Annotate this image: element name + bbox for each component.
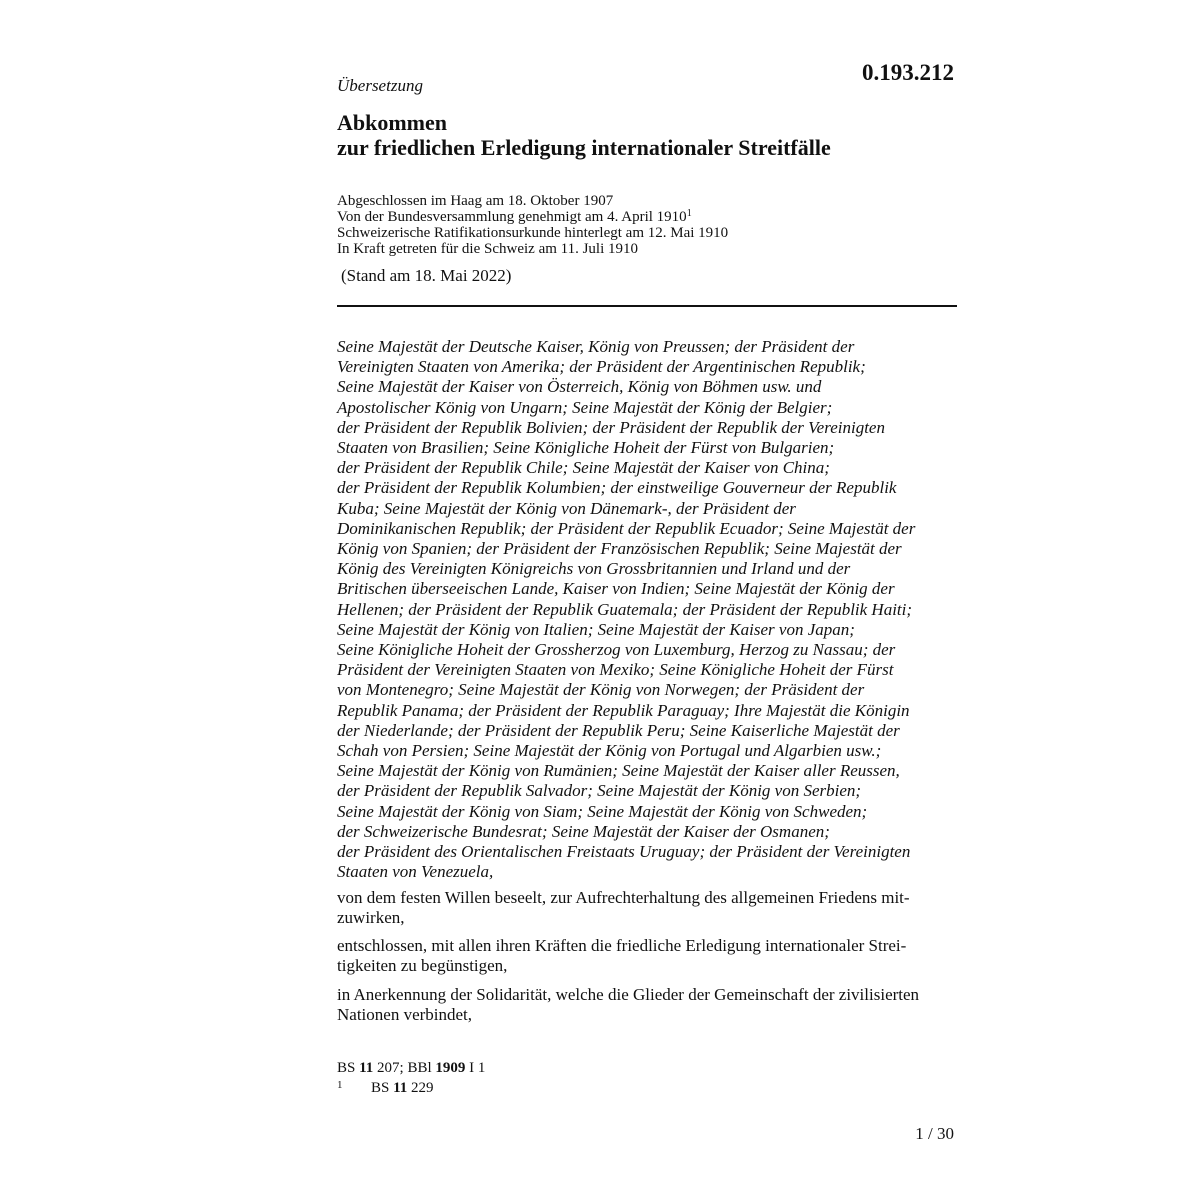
status-date: (Stand am 18. Mai 2022) (341, 266, 512, 285)
preamble-line: Seine Majestät der König von Rumänien; Seine Majestät der Kaiser aller Reussen, (337, 761, 900, 781)
paragraph-line: Nationen verbindet, (337, 1005, 473, 1024)
preamble-line: der Präsident der Republik Bolivien; der Präsident der Republik der Vereinigten (337, 417, 885, 437)
preamble-line: Kuba; Seine Majestät der König von Dänemark-, der Präsident der (337, 498, 796, 518)
meta-concluded: Abgeschlossen im Haag am 18. Oktober 1907 (337, 193, 614, 209)
paragraph-line: entschlossen, mit allen ihren Kräften die friedliche Erledigung internationaler Strei- (337, 936, 907, 955)
preamble-line: Präsident der Vereinigten Staaten von Mexiko; Seine Königliche Hoheit der Fürst (337, 660, 894, 680)
preamble-line: Hellenen; der Präsident der Republik Guatemala; der Präsident der Republik Haiti; (337, 599, 913, 619)
source-reference (337, 1058, 485, 1078)
preamble-line: Dominikanischen Republik; der Präsident der Republik Ecuador; Seine Majestät der (337, 518, 916, 538)
paragraph-line: in Anerkennung der Solidarität, welche die Glieder der Gemeinschaft der zivilisierten (337, 985, 920, 1004)
preamble-line: König des Vereinigten Königreichs von Grossbritannien und Irland und der (337, 559, 851, 579)
footnotes (337, 1058, 485, 1098)
footnote-1-page: 229 (407, 1080, 434, 1096)
translation-label: Übersetzung (337, 76, 423, 95)
document-title (337, 110, 831, 160)
preamble-line: von Montenegro; Seine Majestät der König von Norwegen; der Präsident der (337, 680, 865, 700)
preamble-line: der Präsident der Republik Kolumbien; der einstweilige Gouverneur der Republik (337, 478, 897, 498)
preamble-line: Vereinigten Staaten von Amerika; der Präsident der Argentinischen Republik; (337, 357, 866, 377)
preamble-line: Seine Majestät der Deutsche Kaiser, König von Preussen; der Präsident der (337, 337, 855, 356)
meta-approved-line (337, 209, 728, 225)
preamble-line: Seine Königliche Hoheit der Grossherzog von Luxemburg, Herzog zu Nassau; der (337, 640, 896, 660)
sr-number: 0.193.212 (862, 60, 954, 85)
paragraph-3 (337, 985, 919, 1025)
preamble-line: der Präsident der Republik Salvador; Seine Majestät der König von Serbien; (337, 781, 862, 801)
preamble-line: Staaten von Brasilien; Seine Königliche Hoheit der Fürst von Bulgarien; (337, 438, 835, 458)
preamble-line: der Präsident der Republik Chile; Seine Majestät der Kaiser von China; (337, 458, 830, 478)
paragraph-1 (337, 888, 910, 928)
preamble-line: Seine Majestät der König von Italien; Seine Majestät der Kaiser von Japan; (337, 619, 855, 639)
source-volume: 11 (359, 1060, 374, 1076)
footnote-1-volume: 11 (393, 1080, 408, 1096)
source-year: 1909 (435, 1060, 466, 1076)
source-prefix: BS (337, 1060, 360, 1076)
paragraph-line: von dem festen Willen beseelt, zur Aufrechterhaltung des allgemeinen Friedens mit- (337, 888, 910, 907)
title-line-2: zur friedlichen Erledigung internationaler Streitfälle (337, 135, 831, 160)
preamble-line: König von Spanien; der Präsident der Französischen Republik; Seine Majestät der (337, 539, 902, 559)
source-mid: 207; BBl (373, 1060, 436, 1076)
paragraph-line: zuwirken, (337, 908, 405, 927)
preamble-line: Republik Panama; der Präsident der Republik Paraguay; Ihre Majestät die Königin (337, 700, 910, 720)
source-suffix: I 1 (465, 1060, 486, 1076)
preamble-line: Seine Majestät der König von Siam; Seine Majestät der König von Schweden; (337, 801, 868, 821)
preamble-line: Britischen überseeischen Lande, Kaiser von Indien; Seine Majestät der König der (337, 579, 895, 599)
page-number: 1 / 30 (915, 1124, 954, 1143)
document-metadata (337, 193, 728, 257)
footnote-1-prefix: BS (371, 1080, 394, 1096)
meta-in-force: In Kraft getreten für die Schweiz am 11. Juli 1910 (337, 241, 639, 257)
preamble-line: Seine Majestät der Kaiser von Österreich, König von Böhmen usw. und (337, 377, 822, 397)
header-divider (337, 305, 957, 307)
preamble-line: der Präsident des Orientalischen Freistaats Uruguay; der Präsident der Vereinigten (337, 842, 911, 862)
preamble-line: der Niederlande; der Präsident der Republik Peru; Seine Kaiserliche Majestät der (337, 720, 900, 740)
paragraph-2 (337, 936, 906, 976)
paragraph-line: tigkeiten zu begünstigen, (337, 956, 508, 975)
preamble-line: Staaten von Venezuela, (337, 862, 494, 882)
title-line-1: Abkommen (337, 110, 448, 135)
preamble-line: Apostolischer König von Ungarn; Seine Majestät der König der Belgier; (337, 397, 833, 417)
footnote-1: 1 BS 11 229 (337, 1079, 434, 1096)
meta-approved: Von der Bundesversammlung genehmigt am 4. April 1910 (337, 209, 687, 225)
preamble-line: Schah von Persien; Seine Majestät der König von Portugal und Algarbien usw.; (337, 741, 882, 761)
preamble (337, 337, 915, 882)
preamble-line: der Schweizerische Bundesrat; Seine Majestät der Kaiser der Osmanen; (337, 821, 830, 841)
meta-ratification: Schweizerische Ratifikationsurkunde hinterlegt am 12. Mai 1910 (337, 225, 729, 241)
footnote-ref-1[interactable]: 1 (686, 208, 692, 219)
